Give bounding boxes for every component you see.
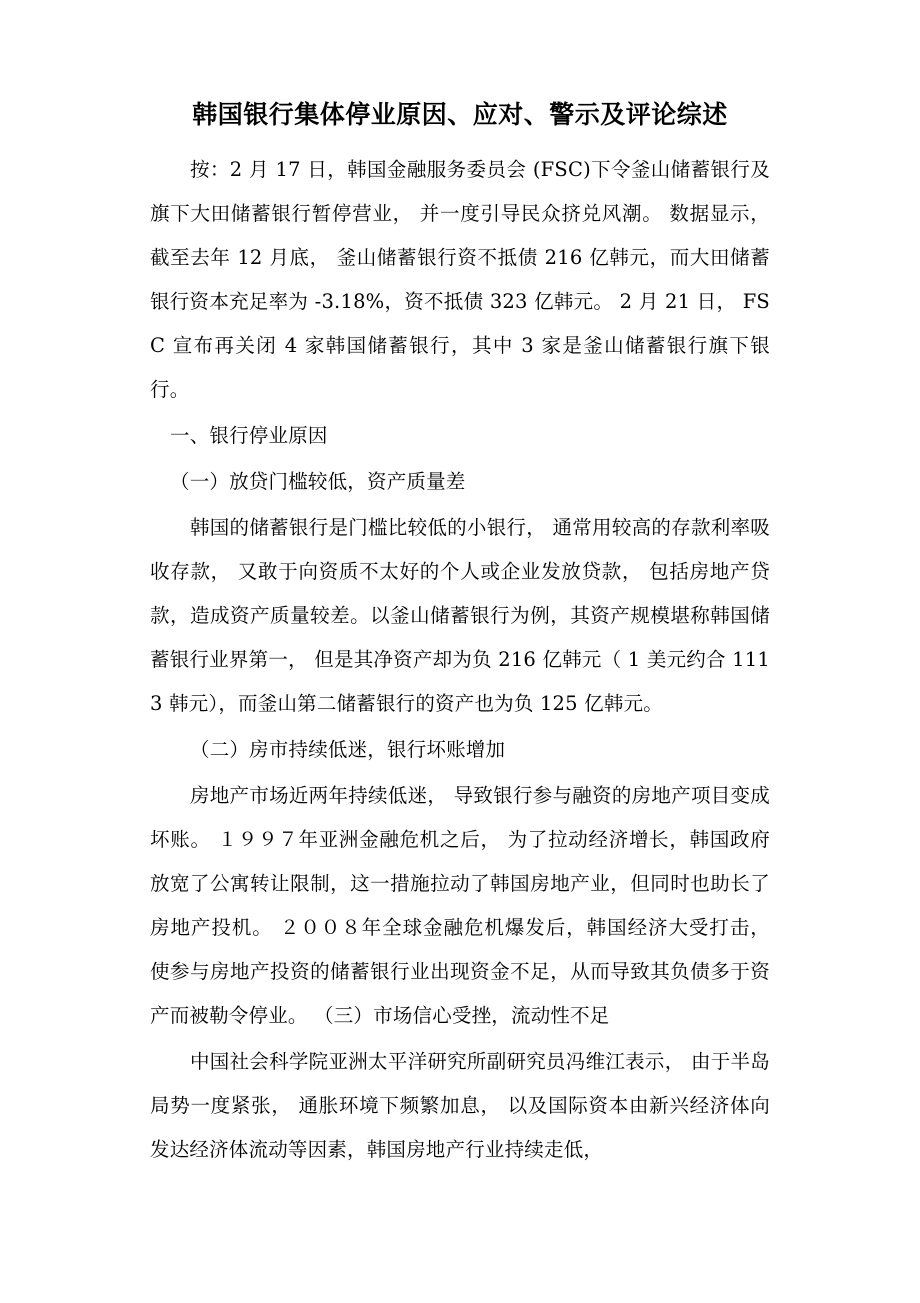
paragraph-body-1-3: 中国社会科学院亚洲太平洋研究所副研究员冯维江表示， 由于半岛局势一度紧张， 通胀环境下频繁加息， 以及国际资本由新兴经济体向发达经济体流动等因素，韩国房地产行业持续走低，: [150, 1049, 770, 1161]
subsection-heading-1-2: （二）房市持续低迷，银行坏账增加: [190, 737, 506, 761]
paragraph-body-1-1: 韩国的储蓄银行是门槛比较低的小银行， 通常用较高的存款利率吸收存款， 又敢于向资质不太好的个人或企业发放贷款， 包括房地产贷款，造成资产质量较差。以釜山储蓄银行为例，其资产规模堪称韩国储蓄银行业界第一， 但是其净资产却为负 216 亿韩元（ 1 美元约合 1113 韩元），而釜山第二储蓄银行的资产也为负 125 亿韩元。: [150, 515, 770, 715]
page-title: 韩国银行集体停业原因、应对、警示及评论综述: [192, 100, 728, 129]
section-heading-1: 一、银行停业原因: [170, 423, 328, 447]
subsection-heading-1-1: （一）放贷门槛较低，资产质量差: [170, 469, 466, 493]
paragraph-lead: 按：2 月 17 日，韩国金融服务委员会 (FSC)下令釜山储蓄银行及旗下大田储蓄银行暂停营业， 并一度引导民众挤兑风潮。 数据显示， 截至去年 12 月底， 釜山储蓄银行资不抵债 216 亿韩元，而大田储蓄银行资本充足率为 -3.18%，资不抵债 323 亿韩元。 2 月 21 日， FSC 宣布再关闭 4 家韩国储蓄银行，其中 3 家是釜山储蓄银行旗下银行。: [150, 157, 770, 401]
paragraph-body-1-2: 房地产市场近两年持续低迷， 导致银行参与融资的房地产项目变成坏账。 １９９７年亚洲金融危机之后， 为了拉动经济增长，韩国政府放宽了公寓转让限制，这一措施拉动了韩国房地产业，但同时也助长了房地产投机。 ２００８年全球金融危机爆发后，韩国经济大受打击， 使参与房地产投资的储蓄银行业出现资金不足，从而导致其负债多于资产而被勒令停业。 （三）市场信心受挫，流动性不足: [150, 783, 770, 1027]
